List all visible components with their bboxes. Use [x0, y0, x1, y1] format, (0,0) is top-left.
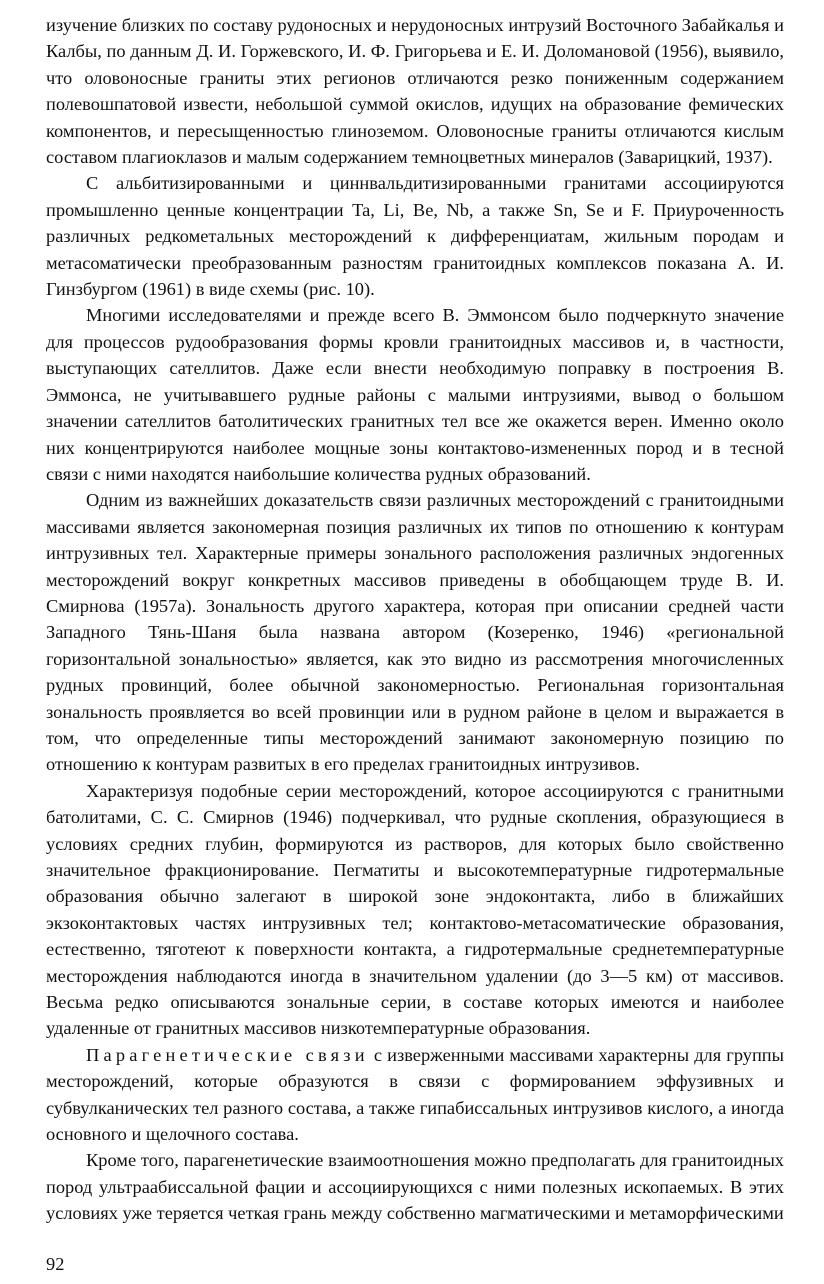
paragraph-1: изучение близких по составу рудоносных и нерудоносных интрузий Восточного Забайкалья и Калбы, по данным Д. И. Горжевского, И. Ф. Григорьева и Е. И. Доломановой (1956), выявило, что оловоносные граниты этих регионов отличаются резко пониженным содержанием полевошпатовой извести, небольшой суммой окислов, идущих на образование фемических компонентов, и пересыщенностью глиноземом. Оловоносные граниты отличаются кислым составом плагиоклазов и малым содержанием темноцветных минералов (Заварицкий, 1937).: [46, 15, 784, 168]
paragraph-paragenetic-text: с изверженными массивами характерны для группы месторождений, которые образуются в связи с формированием эффузивных и субвулканических тел разного состава, а также гипабиссальных интрузивов кислого, а иногда основного и щелочного состава.: [46, 1044, 785, 1145]
paragraph-paragenetic: [46, 1042, 784, 1148]
paragraph-last: Кроме того, парагенетические взаимоотношения можно предполагать для гранитоидных пород ультраабиссальной фации и ассоциирующихся с ними полезных ископаемых. В этих условиях уже теряется четкая грань между собственно магматическими и метаморфическими: [46, 1150, 784, 1224]
paragraph-4: Одним из важнейших доказательств связи различных месторождений с гранитоидными массивами является закономерная позиция различных их типов по отношению к контурам интрузивных тел. Характерные примеры зонального расположения различных эндогенных месторождений вокруг конкретных массивов приведены в обобщающем труде В. И. Смирнова (1957а). Зональность другого характера, которая при описании средней части Западного Тянь-Шаня была названа автором (Козеренко, 1946) «региональной горизонтальной зональностью» является, как это видно из рассмотрения многочисленных рудных провинций, более обычной закономерностью. Региональная горизонтальная зональность проявляется во всей провинции или в рудном районе в целом и выражается в том, что определенные типы месторождений занимают закономерную позицию по отношению к контурам развитых в его пределах гранитоидных интрузивов.: [46, 490, 784, 775]
paragraph-3: Многими исследователями и прежде всего В. Эммонсом было подчеркнуто значение для процессов рудообразования формы кровли гранитоидных массивов и, в частности, выступающих сателлитов. Даже если внести необходимую поправку в построения В. Эммонса, не учитывавшего рудные районы с малыми интрузиями, вывод о большом значении сателлитов батолитических гранитных тел все же окажется верен. Именно около них концентрируются наиболее мощные зоны контактово-измененных пород и в тесной связи с ними находятся наибольшие количества рудных образований.: [46, 305, 784, 484]
page-number: 92: [46, 1254, 65, 1274]
paragraph-2: С альбитизированными и циннвальдитизированными гранитами ассоциируются промышленно ценные концентрации Ta, Li, Be, Nb, а также Sn, Se и F. Приуроченность различных редкометальных месторождений к дифференциатам, жильным породам и метасоматически преобразованным разностям гранитоидных комплексов показана А. И. Гинзбургом (1961) в виде схемы (рис. 10).: [46, 173, 784, 300]
spaced-term: Парагенетические связи: [86, 1044, 369, 1065]
page-body: [46, 12, 784, 1227]
paragraph-5: Характеризуя подобные серии месторождений, которое ассоциируются с гранитными батолитами, С. С. Смирнов (1946) подчеркивал, что рудные скопления, образующиеся в условиях средних глубин, формируются из растворов, для которых было свойственно значительное фракционирование. Пегматиты и высокотемпературные гидротермальные образования обычно залегают в широкой зоне эндоконтакта, либо в ближайших экзоконтактовых частях интрузивных тел; контактово-метасоматические образования, естественно, тяготеют к поверхности контакта, а гидротермальные среднетемпературные месторождения наблюдаются иногда в значительном удалении (до 3—5 км) от массивов. Весьма редко описываются зональные серии, в составе которых имеются и наиболее удаленные от гранитных массивов низкотемпературные образования.: [46, 780, 784, 1039]
